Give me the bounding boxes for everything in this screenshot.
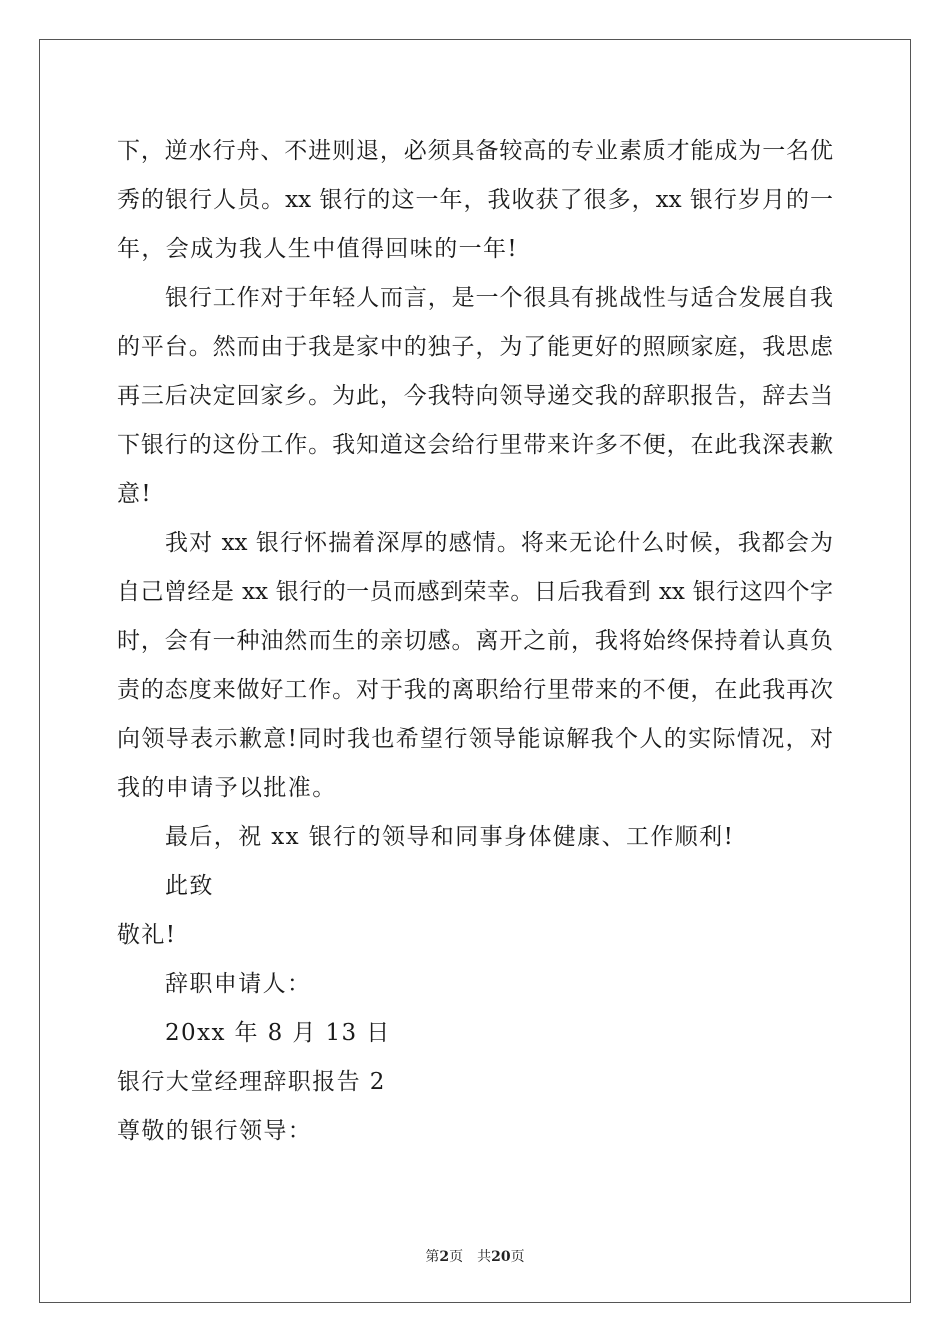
text-line: 年，会成为我人生中值得回味的一年! [117,236,519,262]
text-line: 意! [117,481,153,507]
text-line: 的平台。然而由于我是家中的独子，为了能更好的照顾家庭，我思虑 [117,334,833,360]
text-line: 再三后决定回家乡。为此，今我特向领导递交我的辞职报告，辞去当 [117,383,833,409]
total-unit: 页 [510,1249,525,1265]
text-line: 责的态度来做好工作。对于我的离职给行里带来的不便，在此我再次 [117,677,833,703]
paragraph-start-line: 我对 xx 银行怀揣着深厚的感情。将来无论什么时候，我都会为 [165,530,833,556]
greeting-line: 尊敬的银行领导： [117,1118,313,1144]
text-line: 下银行的这份工作。我知道这会给行里带来许多不便，在此我深表歉 [117,432,833,458]
total-pages: 20 [491,1249,511,1265]
salutation-jing-li: 敬礼! [117,922,177,948]
text-line: 秀的银行人员。xx 银行的这一年，我收获了很多，xx 银行岁月的一 [117,187,833,213]
text-line: 自己曾经是 xx 银行的一员而感到荣幸。日后我看到 xx 银行这四个字 [117,579,833,605]
date-line: 20xx 年 8 月 13 日 [165,1020,391,1046]
paragraph-start-line: 银行工作对于年轻人而言，是一个很具有挑战性与适合发展自我 [165,285,833,311]
text-line: 我的申请予以批准。 [117,775,337,801]
text-line: 时，会有一种油然而生的亲切感。离开之前，我将始终保持着认真负 [117,628,833,654]
section-title: 银行大堂经理辞职报告 2 [117,1069,386,1095]
closing-wish: 最后，祝 xx 银行的领导和同事身体健康、工作顺利! [165,824,735,850]
salutation-ci-zhi: 此致 [165,873,214,899]
page-number: 2 [439,1249,450,1265]
signature-label: 辞职申请人： [165,971,312,997]
text-line: 向领导表示歉意!同时我也希望行领导能谅解我个人的实际情况，对 [117,726,833,752]
page-prefix: 第 [425,1249,440,1265]
total-prefix: 共 [477,1249,492,1265]
text-line: 下，逆水行舟、不进则退，必须具备较高的专业素质才能成为一名优 [117,138,833,164]
document-body [117,127,833,1156]
page-unit: 页 [449,1249,464,1265]
page-footer [0,1247,950,1267]
